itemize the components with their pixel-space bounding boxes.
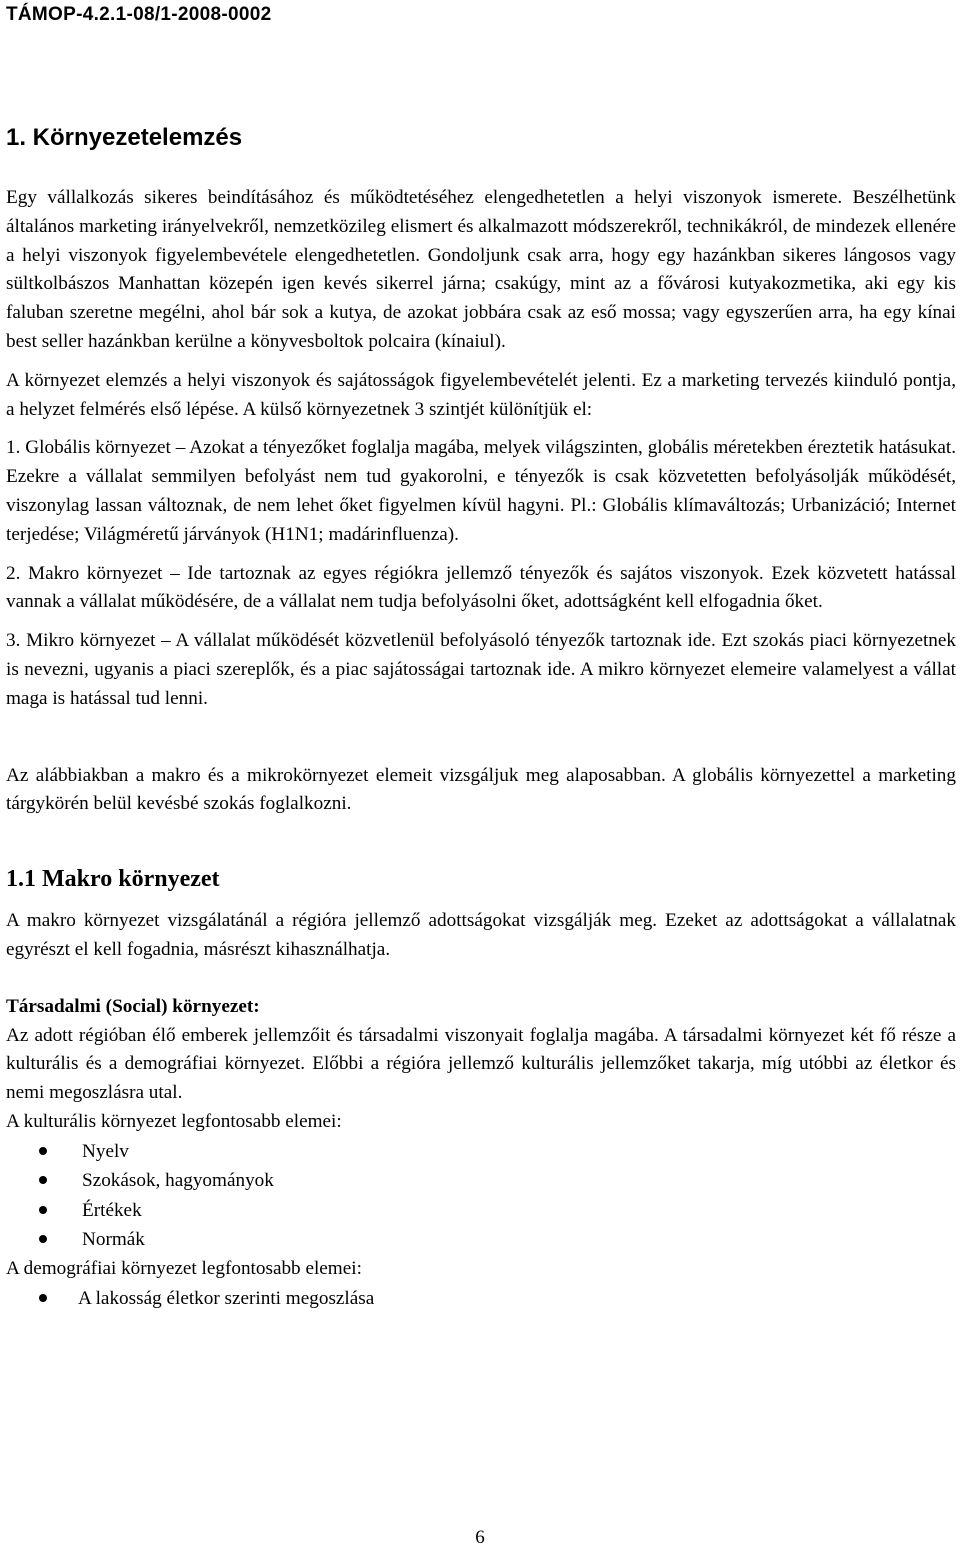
section-title: 1. Környezetelemzés: [6, 124, 243, 151]
paragraph-intro: Egy vállalkozás sikeres beindításához és működtetéséhez elengedhetetlen a helyi viszonyok ismerete. Beszélhetünk általános marketing irányelvekről, nemzetközileg elismert és alkalmazott módszerekről, technikákról, de mindezek ellenére a helyi viszonyok figyelembevétele elengedhetetlen. Gondoljunk csak arra, hogy egy hazánkban sikeres lángosos vagy sültkolbászos Manhattan közepén igen kevés sikerrel járna; csakúgy, mint az a fővárosi kutyakozmetika, aki egy kis faluban szeretne megélni, ahol bár sok a kutya, de azokat jobbára csak az eső mossa; vagy egyszerűen arra, ha egy kínai best seller hazánkban kerülne a könyvesboltok polcaira (kínaiul).: [6, 187, 956, 352]
demographic-list: [6, 1284, 956, 1314]
page-number: 6: [475, 1527, 485, 1548]
list-item: Értékek: [6, 1196, 956, 1226]
paragraph-micro: 3. Mikro környezet – A vállalat működését közvetlenül befolyásoló tényezők tartoznak ide. Ezt szokás piaci környezetnek is nevezni, ugyanis a piaci szereplők, és a piac sajátosságai tartoznak ide. A mikro környezet elemeire valamelyest a vállat maga is hatással tud lenni.: [6, 630, 956, 709]
social-text: Az adott régióban élő emberek jellemzőit és társadalmi viszonyait foglalja magába. A társadalmi környezet két fő része a kulturális és a demográfiai környezet. Előbbi a régióra jellemző kulturális jellemzőket takarja, míg utóbbi az életkor és nemi megoszlásra utal.: [6, 1024, 956, 1104]
demographic-label: A demográfiai környezet legfontosabb elemei:: [6, 1257, 362, 1279]
paragraph-transition: Az alábbiakban a makro és a mikrokörnyezet elemeit vizsgáljuk meg alaposabban. A globális környezettel a marketing tárgykörén belül kevésbé szokás foglalkozni.: [6, 764, 956, 815]
subsection-title: 1.1 Makro környezet: [6, 866, 220, 893]
document-header: TÁMOP-4.2.1-08/1-2008-0002: [6, 4, 272, 25]
paragraph-macro: 2. Makro környezet – Ide tartoznak az egyes régiókra jellemző tényezők és sajátos viszonyok. Ezek közvetett hatással vannak a vállalat működésére, de a vállalat nem tudja befolyásolni őket, adottságként kell elfogadnia őket.: [6, 562, 956, 613]
list-item: Nyelv: [6, 1137, 956, 1167]
paragraph-macro-intro: A makro környezet vizsgálatánál a régióra jellemző adottságokat vizsgálják meg. Ezeket az adottságokat a vállalatnak egyrészt el kell fogadnia, másrészt kihasználhatja.: [6, 910, 956, 960]
list-item: Szokások, hagyományok: [6, 1166, 956, 1196]
list-item: A lakosság életkor szerinti megoszlása: [6, 1284, 956, 1314]
cultural-list: [6, 1137, 956, 1255]
list-item: Normák: [6, 1225, 956, 1255]
social-heading: Társadalmi (Social) környezet:: [6, 995, 260, 1017]
paragraph-global: 1. Globális környezet – Azokat a tényezőket foglalja magába, melyek világszinten, globális méretekben éreztetik hatásukat. Ezekre a vállalat semmilyen befolyást nem tud gyakorolni, e tényezők is csak közvetetten befolyásolják működését, viszonylag lassan változnak, de nem lehet őket figyelmen kívül hagyni. Pl.: Globális klímaváltozás; Urbanizáció; Internet terjedése; Világméretű járványok (H1N1; madárinfluenza).: [6, 437, 956, 545]
paragraph-definition: A környezet elemzés a helyi viszonyok és sajátosságok figyelembevételét jelenti. Ez a marketing tervezés kiinduló pontja, a helyzet felmérés első lépése. A külső környezetnek 3 szintjét különítjük el:: [6, 369, 956, 420]
cultural-label: A kulturális környezet legfontosabb elemei:: [6, 1110, 342, 1132]
page-content: [6, 122, 956, 1313]
